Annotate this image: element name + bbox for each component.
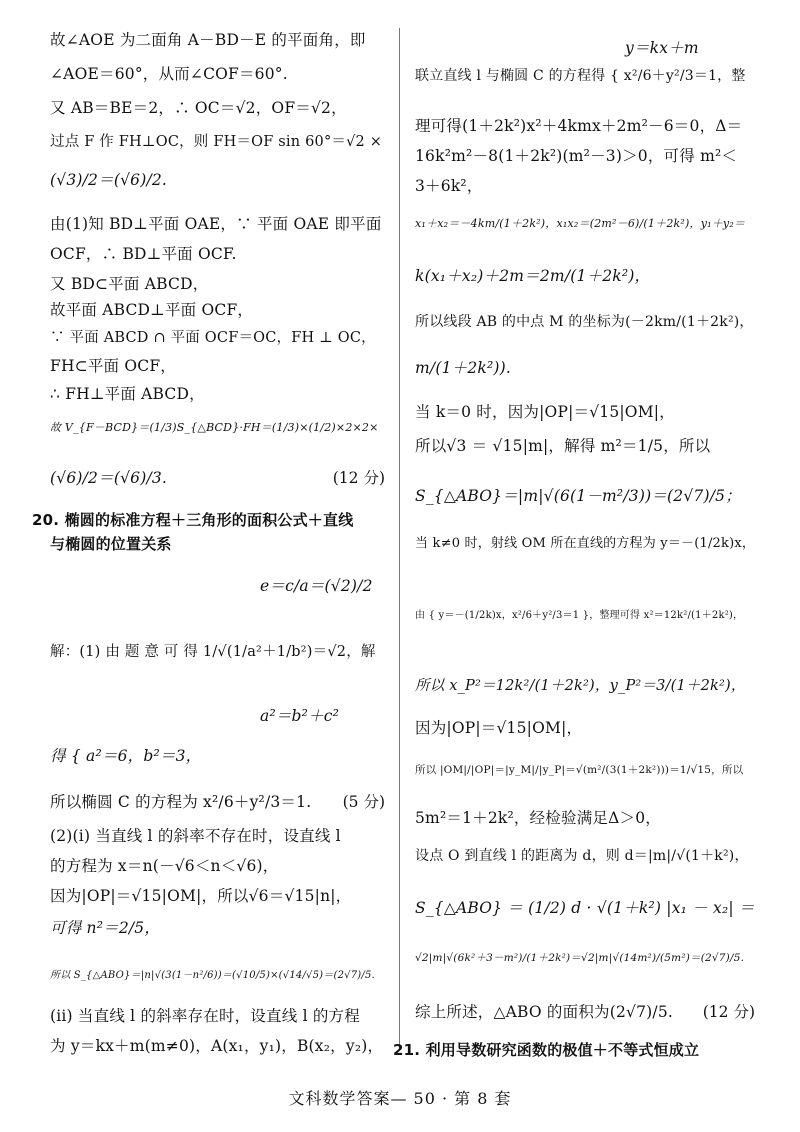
text-line: 所以√3 ＝ √15|m|，解得 m²＝1/5，所以 <box>415 437 711 455</box>
page-footer: 文科数学答案— 50 · 第 8 套 <box>288 1089 512 1108</box>
score-label: (5 分) <box>342 793 385 811</box>
math-line: S_{△ABO} ＝ (1/2) d · √(1＋k²) |x₁ － x₂| ＝ <box>415 899 755 917</box>
text-line: FH⊂平面 OCF， <box>50 357 177 375</box>
text-line: 过点 F 作 FH⊥OC，则 FH＝OF sin 60°＝√2 × <box>50 134 383 150</box>
text-line: 的方程为 x＝n(－√6＜n＜√6)， <box>50 857 279 875</box>
math-line: (√6)/2＝(√6)/3. <box>50 469 168 487</box>
math-line: e＝c/a＝(√2)/2 <box>260 577 373 595</box>
text-line: 综上所述，△ABO 的面积为(2√7)/5. <box>415 1003 674 1021</box>
score-label: (12 分) <box>702 1003 755 1021</box>
text-line: 因为|OP|＝√15|OM|， <box>415 719 583 737</box>
text-line: 为 y＝kx＋m(m≠0)，A(x₁，y₁)，B(x₂，y₂)， <box>50 1037 384 1055</box>
math-line: k(x₁＋x₂)＋2m＝2m/(1＋2k²)， <box>415 267 651 285</box>
math-line: x₁＋x₂＝－4km/(1＋2k²)，x₁x₂＝(2m²－6)/(1＋2k²)，y₁＋y₂＝ <box>415 217 746 230</box>
question-20-heading-cont: 与椭圆的位置关系 <box>50 535 172 553</box>
text-line: 3＋6k²， <box>415 177 483 195</box>
math-line: 所以 S_{△ABO}＝|n|√(3(1－n²/6))＝(√10/5)×(√14/√5)＝(2√7)/5. <box>50 970 375 981</box>
math-line: 可得 n²＝2/5， <box>50 919 161 937</box>
math-line: a²＝b²＋c² <box>260 707 340 725</box>
question-21-heading: 21. 利用导数研究函数的极值＋不等式恒成立 <box>393 1041 700 1059</box>
text-line: 设点 O 到直线 l 的距离为 d，则 d＝|m|/√(1＋k²)， <box>415 848 749 864</box>
math-line: (√3)/2＝(√6)/2. <box>50 171 168 189</box>
score-label: (12 分) <box>332 469 385 487</box>
math-line: √2|m|√(6k²＋3－m²)/(1＋2k²)＝√2|m|√(14m²)/(5m²)＝(2√7)/5. <box>415 952 745 964</box>
text-line: 理可得(1＋2k²)x²＋4kmx＋2m²－6＝0，Δ＝ <box>415 117 743 135</box>
text-line: 又 BD⊂平面 ABCD， <box>50 275 209 293</box>
text-line: 故平面 ABCD⊥平面 OCF， <box>50 301 254 319</box>
math-line: S_{△ABO}＝|m|√(6(1－m²/3))＝(2√7)/5； <box>415 487 741 505</box>
math-line: 所以 x_P²＝12k²/(1＋2k²)，y_P²＝3/(1＋2k²)， <box>415 678 746 694</box>
text-line: 因为|OP|＝√15|OM|，所以√6＝√15|n|， <box>50 887 352 905</box>
text-line: 当 k＝0 时，因为|OP|＝√15|OM|， <box>415 403 675 421</box>
text-line: (ii) 当直线 l 的斜率存在时，设直线 l 的方程 <box>50 1007 360 1025</box>
text-line: 所以线段 AB 的中点 M 的坐标为(－2km/(1＋2k²)， <box>415 314 754 330</box>
math-line: y＝kx＋m <box>625 39 699 57</box>
text-line: 联立直线 l 与椭圆 C 的方程得 { x²/6＋y²/3＝1，整 <box>415 68 746 84</box>
math-line: 得 { a²＝6，b²＝3， <box>50 747 202 765</box>
math-line: m/(1＋2k²)). <box>415 359 512 377</box>
text-line: 解：(1) 由 题 意 可 得 1/√(1/a²＋1/b²)＝√2，解 <box>50 644 376 660</box>
question-20-heading: 20. 椭圆的标准方程＋三角形的面积公式＋直线 <box>32 511 354 529</box>
text-line: 故∠AOE 为二面角 A－BD－E 的平面角，即 <box>50 31 366 49</box>
math-line: 故 V_{F－BCD}＝(1/3)S_{△BCD}·FH＝(1/3)×(1/2)×2×2× <box>50 421 379 434</box>
text-line: (2)(i) 当直线 l 的斜率不存在时，设直线 l <box>50 827 341 845</box>
text-line: 所以 |OM|/|OP|＝|y_M|/|y_P|＝√(m²/(3(1＋2k²)))＝1/√15，所以 <box>415 764 744 776</box>
text-line: OCF，∴ BD⊥平面 OCF. <box>50 245 237 263</box>
text-line: ∵ 平面 ABCD ∩ 平面 OCF＝OC，FH ⊥ OC， <box>50 330 376 346</box>
text-line: 5m²＝1＋2k²，经检验满足Δ＞0， <box>415 809 661 827</box>
text-line: 16k²m²－8(1＋2k²)(m²－3)＞0，可得 m²＜ <box>415 147 738 165</box>
text-line: 当 k≠0 时，射线 OM 所在直线的方程为 y＝－(1/2k)x， <box>415 536 756 551</box>
text-line: 又 AB＝BE＝2，∴ OC＝√2，OF＝√2， <box>50 99 347 117</box>
text-line: ∠AOE＝60°，从而∠COF＝60°. <box>50 65 288 83</box>
text-line: 所以椭圆 C 的方程为 x²/6＋y²/3＝1. <box>50 793 312 811</box>
text-line: 由(1)知 BD⊥平面 OAE，∵ 平面 OAE 即平面 <box>50 215 382 233</box>
text-line: ∴ FH⊥平面 ABCD， <box>50 385 205 403</box>
column-divider <box>399 28 400 1048</box>
text-line: 由 { y＝－(1/2k)x，x²/6＋y²/3＝1 }，整理可得 x²＝12k²/(1＋2k²)， <box>415 610 744 621</box>
